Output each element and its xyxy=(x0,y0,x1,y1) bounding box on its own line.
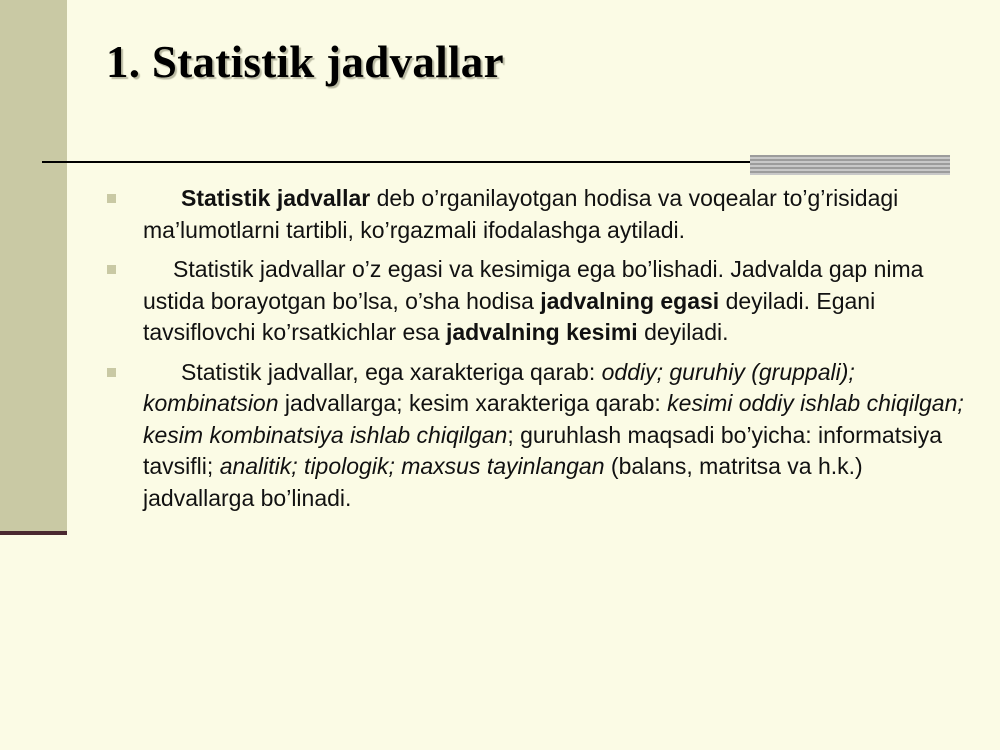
bullet-2-part-4: jadvalning kesimi xyxy=(445,319,638,345)
bullet-2-part-2: jadvalning egasi xyxy=(540,287,720,314)
bullet-1-part-1: Statistik jadvallar xyxy=(181,185,371,211)
bullet-1-part-2: deb o’rganilayotgan hodisa va voqealar to’g’risidagi ma’lumotlarni tartibli, ko’rgazmali ifodalashga aytiladi. xyxy=(143,185,899,243)
bullet-2-part-1: Statistik jadvallar o’z egasi va kesimiga ega bo’lishadi. Jadvalda gap nima ustida borayotgan bo’lsa, o’sha hodisa xyxy=(143,256,924,314)
bullet-3-part-4: kesimi oddiy ishlab chiqilgan; kesim kombinatsiya ishlab chiqilgan xyxy=(143,390,964,448)
bullet-2-part-3: deyiladi. Egani tavsiflovchi ko’rsatkichlar esa xyxy=(143,287,876,345)
square-bullet-icon xyxy=(107,368,116,377)
bullet-3-part-1: Statistik jadvallar, ega xarakteriga qarab: xyxy=(181,358,602,385)
bullet-3-part-2: oddiy; guruhiy (gruppali); kombinatsion xyxy=(143,358,855,416)
bullet-item-1 xyxy=(105,183,965,246)
square-bullet-icon xyxy=(107,194,116,203)
slide-title: 1. Statistik jadvallar xyxy=(106,37,504,87)
bullet-2-part-5: deyiladi. xyxy=(637,319,729,345)
bullet-3-part-3: jadvallarga; kesim xarakteriga qarab: xyxy=(278,390,668,416)
bullet-3-part-6: analitik; tipologik; maxsus tayinlangan xyxy=(219,453,605,479)
side-band-divider xyxy=(0,531,67,535)
bullet-3-part-5: ; guruhlash maqsadi bo’yicha: informatsiya tavsifli; xyxy=(143,421,943,479)
bullet-item-2 xyxy=(105,254,965,349)
bullet-item-3 xyxy=(105,357,965,515)
square-bullet-icon xyxy=(107,265,116,274)
bullet-list xyxy=(105,183,965,522)
side-accent-band xyxy=(0,0,67,533)
bullet-3-part-7: (balans, matritsa va h.k.) jadvallarga bo’linadi. xyxy=(143,453,863,511)
title-accent-bar xyxy=(750,155,950,175)
